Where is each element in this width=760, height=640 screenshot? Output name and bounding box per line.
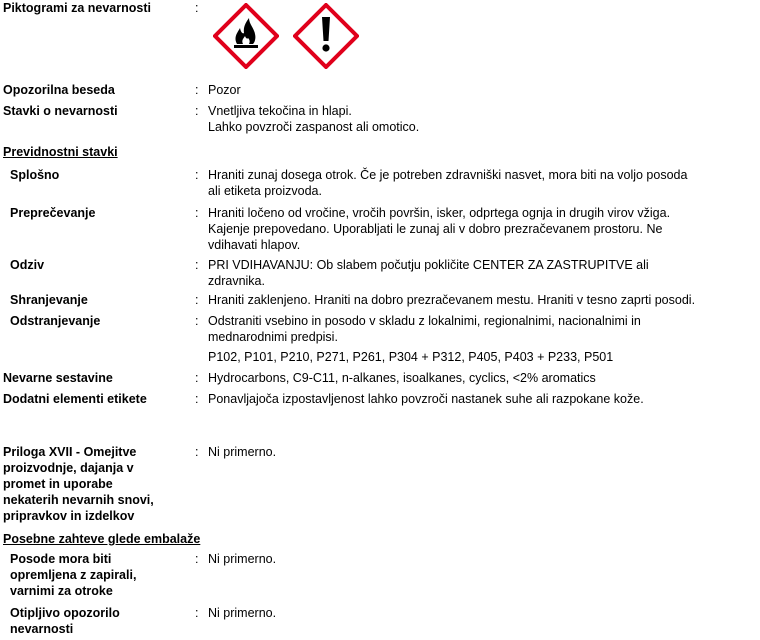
precautionary-codes: P102, P101, P210, P271, P261, P304 + P312, P405, P403 + P233, P501 — [208, 350, 614, 364]
additional-elements-colon: : — [195, 392, 199, 406]
general-line: Hraniti zunaj dosega otrok. Če je potreben zdravniški nasvet, mora biti na voljo posoda — [208, 168, 688, 182]
prevention-value — [208, 205, 670, 253]
signal-word-colon: : — [195, 83, 199, 97]
disposal-value — [208, 313, 641, 345]
child-closures-label-line: varnimi za otroke — [10, 584, 113, 598]
disposal-line: Odstraniti vsebino in posodo v skladu z lokalnimi, regionalnimi, nacionalnimi in — [208, 314, 641, 328]
annex-xvii-value: Ni primerno. — [208, 445, 277, 459]
prevention-colon: : — [195, 206, 199, 220]
prevention-line: vdihavati hlapov. — [208, 238, 301, 252]
annex-xvii-label-line: pripravkov in izdelkov — [3, 509, 135, 523]
general-line: ali etiketa proizvoda. — [208, 184, 322, 198]
child-closures-value: Ni primerno. — [208, 552, 277, 566]
prevention-line: Kajenje prepovedano. Uporabljati le zunaj ali v dobro prezračevanem prostoru. Ne — [208, 222, 663, 236]
hazardous-ingredients-colon: : — [195, 371, 199, 385]
pictograms-colon: : — [195, 1, 199, 15]
precautionary-heading: Previdnostni stavki — [3, 145, 118, 159]
child-closures-label-line: Posode mora biti — [10, 552, 112, 566]
child-closures-colon: : — [195, 552, 199, 566]
additional-elements-value: Ponavljajoča izpostavljenost lahko povzroči nastanek suhe ali razpokane kože. — [208, 392, 644, 406]
prevention-label: Preprečevanje — [10, 206, 96, 220]
annex-xvii-colon: : — [195, 445, 199, 459]
tactile-warning-label — [10, 605, 120, 637]
storage-colon: : — [195, 293, 199, 307]
hazard-statements-value — [208, 103, 419, 135]
annex-xvii-label-line: promet in uporabe — [3, 477, 113, 491]
annex-xvii-label-line: nekaterih nevarnih snovi, — [3, 493, 154, 507]
child-closures-label-line: opremljena z zapirali, — [10, 568, 137, 582]
response-label: Odziv — [10, 258, 45, 272]
storage-value: Hraniti zaklenjeno. Hraniti na dobro prezračevanem mestu. Hraniti v tesno zaprti posodi. — [208, 293, 696, 307]
general-value — [208, 167, 687, 199]
signal-word-value: Pozor — [208, 83, 241, 97]
additional-elements-label: Dodatni elementi etikete — [3, 392, 147, 406]
hazard-statement-line: Lahko povzroči zaspanost ali omotico. — [208, 120, 420, 134]
response-line: PRI VDIHAVANJU: Ob slabem počutju pokličite CENTER ZA ZASTRUPITVE ali — [208, 258, 649, 272]
hazardous-ingredients-label: Nevarne sestavine — [3, 371, 113, 385]
tactile-warning-label-line: nevarnosti — [10, 622, 74, 636]
general-colon: : — [195, 168, 199, 182]
signal-word-label: Opozorilna beseda — [3, 83, 115, 97]
child-closures-label — [10, 551, 136, 599]
hazardous-ingredients-value: Hydrocarbons, C9-C11, n-alkanes, isoalkanes, cyclics, <2% aromatics — [208, 371, 596, 385]
hazard-statements-colon: : — [195, 104, 199, 118]
annex-xvii-label-line: proizvodnje, dajanja v — [3, 461, 134, 475]
annex-xvii-label-line: Priloga XVII - Omejitve — [3, 445, 137, 459]
disposal-line: mednarodnimi predpisi. — [208, 330, 338, 344]
pictograms-label: Piktogrami za nevarnosti — [3, 1, 151, 15]
tactile-warning-colon: : — [195, 606, 199, 620]
exclamation-icon — [322, 17, 330, 52]
exclamation-pictogram — [293, 3, 359, 69]
hazard-statements-label: Stavki o nevarnosti — [3, 104, 118, 118]
packaging-heading: Posebne zahteve glede embalaže — [3, 532, 201, 546]
hazard-statement-line: Vnetljiva tekočina in hlapi. — [208, 104, 352, 118]
response-line: zdravnika. — [208, 274, 265, 288]
tactile-warning-value: Ni primerno. — [208, 606, 277, 620]
prevention-line: Hraniti ločeno od vročine, vročih površin, isker, odprtega ognja in drugih virov vžiga. — [208, 206, 671, 220]
general-label: Splošno — [10, 168, 60, 182]
disposal-colon: : — [195, 314, 199, 328]
tactile-warning-label-line: Otipljivo opozorilo — [10, 606, 120, 620]
storage-label: Shranjevanje — [10, 293, 88, 307]
response-colon: : — [195, 258, 199, 272]
flame-pictogram — [213, 3, 279, 69]
annex-xvii-label — [3, 444, 154, 524]
disposal-label: Odstranjevanje — [10, 314, 101, 328]
response-value — [208, 257, 649, 289]
